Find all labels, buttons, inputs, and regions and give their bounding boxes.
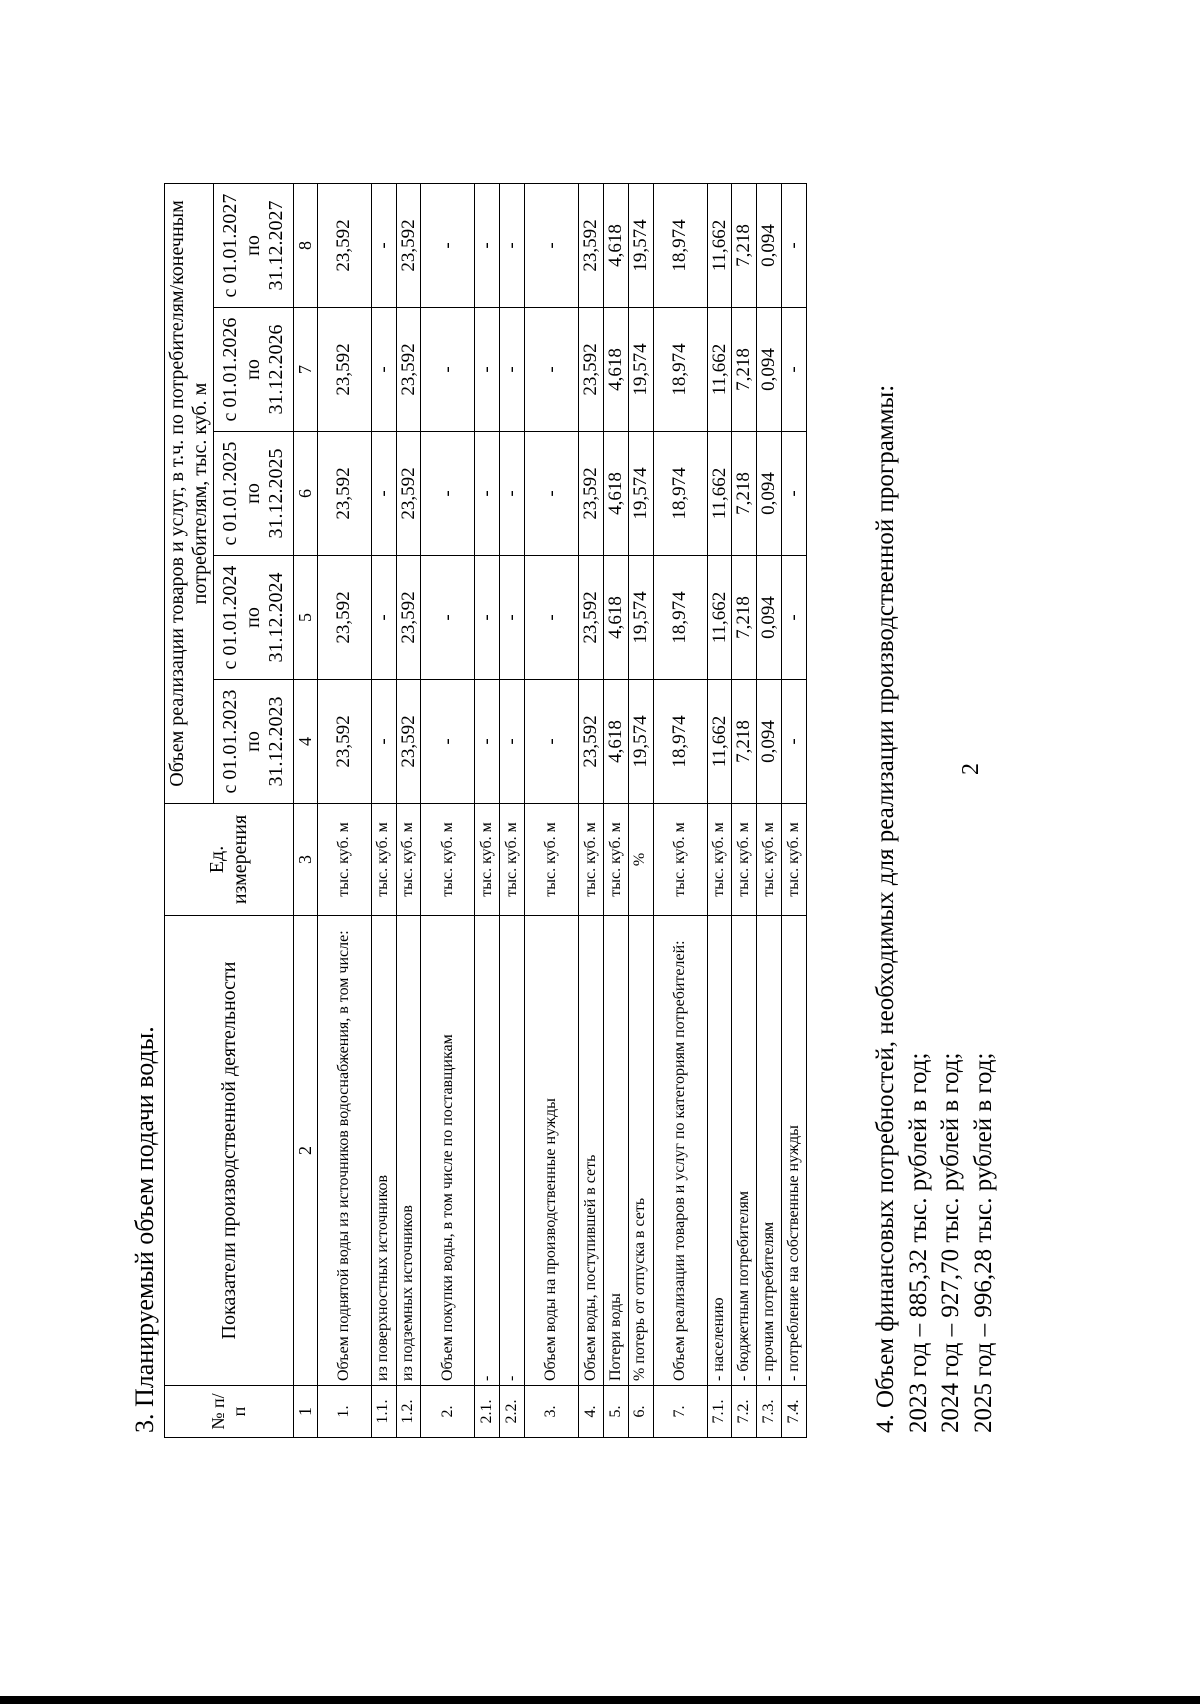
- row-value: 19,574: [628, 308, 653, 432]
- row-value: 11,662: [707, 680, 732, 804]
- row-value: -: [782, 680, 807, 804]
- row-value: -: [782, 556, 807, 680]
- row-value: -: [421, 184, 475, 308]
- row-value: 23,592: [579, 680, 604, 804]
- row-unit: тыс. куб. м: [603, 804, 628, 916]
- row-number: 2.2.: [500, 1386, 525, 1438]
- row-value: -: [525, 680, 579, 804]
- table-row: [653, 184, 707, 1438]
- row-value: -: [475, 308, 500, 432]
- row-value: 7,218: [732, 184, 757, 308]
- header-period: с 01.01.2024 по 31.12.2024: [214, 556, 294, 680]
- row-value: -: [525, 308, 579, 432]
- row-unit: тыс. куб. м: [707, 804, 732, 916]
- row-value: 23,592: [579, 184, 604, 308]
- row-number: 6.: [628, 1386, 653, 1438]
- header-unit: Ед. измерения: [165, 804, 294, 916]
- row-unit: тыс. куб. м: [500, 804, 525, 916]
- row-unit: тыс. куб. м: [396, 804, 421, 916]
- row-number: 2.: [421, 1386, 475, 1438]
- row-value: 23,592: [317, 432, 371, 556]
- row-value: 7,218: [732, 556, 757, 680]
- row-value: 19,574: [628, 680, 653, 804]
- row-number: 5.: [603, 1386, 628, 1438]
- rotated-page: [100, 55, 1100, 1515]
- row-indicator: Объем воды на производственные нужды: [525, 916, 579, 1386]
- row-unit: тыс. куб. м: [421, 804, 475, 916]
- table-row: [732, 184, 757, 1438]
- table-row: [396, 184, 421, 1438]
- row-value: -: [371, 680, 396, 804]
- row-value: 11,662: [707, 556, 732, 680]
- row-value: 18,974: [653, 184, 707, 308]
- row-indicator: из подземных источников: [396, 916, 421, 1386]
- row-value: -: [782, 432, 807, 556]
- row-unit: тыс. куб. м: [782, 804, 807, 916]
- row-value: 0,094: [757, 308, 782, 432]
- row-unit: тыс. куб. м: [475, 804, 500, 916]
- section-4: [870, 385, 1000, 1433]
- row-number: 1.1.: [371, 1386, 396, 1438]
- table-row: [317, 184, 371, 1438]
- row-number: 7.2.: [732, 1386, 757, 1438]
- table-row: [579, 184, 604, 1438]
- row-unit: тыс. куб. м: [653, 804, 707, 916]
- header-volume-group: Объем реализации товаров и услуг, в т.ч. по потребителям/конечным потребителям, тыс. куб. м: [165, 184, 214, 804]
- row-value: 18,974: [653, 432, 707, 556]
- row-number: 1.: [317, 1386, 371, 1438]
- row-value: 23,592: [396, 556, 421, 680]
- row-value: 0,094: [757, 184, 782, 308]
- row-indicator: Объем покупки воды, в том числе по поставщикам: [421, 916, 475, 1386]
- row-value: -: [500, 308, 525, 432]
- column-number: 1: [294, 1386, 318, 1438]
- header-indicator: Показатели производственной деятельности: [165, 916, 294, 1386]
- row-value: -: [371, 432, 396, 556]
- row-value: -: [475, 556, 500, 680]
- column-number: 7: [294, 308, 318, 432]
- row-unit: тыс. куб. м: [757, 804, 782, 916]
- table-row: [475, 184, 500, 1438]
- row-value: -: [782, 184, 807, 308]
- row-value: -: [782, 308, 807, 432]
- header-period: с 01.01.2027 по 31.12.2027: [214, 184, 294, 308]
- row-indicator: Потери воды: [603, 916, 628, 1386]
- table-row: [525, 184, 579, 1438]
- row-value: 19,574: [628, 184, 653, 308]
- row-value: 23,592: [317, 556, 371, 680]
- row-value: -: [500, 680, 525, 804]
- header-period: с 01.01.2026 по 31.12.2026: [214, 308, 294, 432]
- row-value: 11,662: [707, 308, 732, 432]
- row-unit: тыс. куб. м: [371, 804, 396, 916]
- row-indicator: - бюджетным потребителям: [732, 916, 757, 1386]
- row-value: -: [475, 184, 500, 308]
- page-number: 2: [958, 763, 984, 775]
- row-value: 23,592: [317, 308, 371, 432]
- column-number: 4: [294, 680, 318, 804]
- row-value: -: [371, 184, 396, 308]
- row-value: 4,618: [603, 184, 628, 308]
- row-number: 7.4.: [782, 1386, 807, 1438]
- row-value: -: [525, 432, 579, 556]
- row-indicator: из поверхностных источников: [371, 916, 396, 1386]
- row-value: 23,592: [579, 556, 604, 680]
- table-row: [500, 184, 525, 1438]
- row-number: 7.3.: [757, 1386, 782, 1438]
- row-indicator: - населению: [707, 916, 732, 1386]
- section-4-title: 4. Объем финансовых потребностей, необходимых для реализации производственной программы:: [872, 384, 899, 1433]
- row-value: -: [421, 308, 475, 432]
- row-value: 7,218: [732, 680, 757, 804]
- column-number: 2: [294, 916, 318, 1386]
- row-value: 23,592: [317, 680, 371, 804]
- row-indicator: - потребление на собственные нужды: [782, 916, 807, 1386]
- row-unit: %: [628, 804, 653, 916]
- finance-line-2025: 2025 год – 996,28 тыс. рублей в год;: [969, 1052, 997, 1433]
- table-row: [782, 184, 807, 1438]
- row-value: 23,592: [396, 432, 421, 556]
- row-value: 7,218: [732, 432, 757, 556]
- row-value: 4,618: [603, 432, 628, 556]
- row-value: -: [500, 432, 525, 556]
- finance-line-2023: 2023 год – 885,32 тыс. рублей в год;: [904, 1052, 932, 1433]
- header-period: с 01.01.2023 по 31.12.2023: [214, 680, 294, 804]
- row-value: 19,574: [628, 432, 653, 556]
- row-indicator: - прочим потребителям: [757, 916, 782, 1386]
- table-row: [421, 184, 475, 1438]
- row-value: 4,618: [603, 308, 628, 432]
- row-value: 11,662: [707, 432, 732, 556]
- row-value: -: [371, 556, 396, 680]
- header-period: с 01.01.2025 по 31.12.2025: [214, 432, 294, 556]
- table-row: [371, 184, 396, 1438]
- row-number: 1.2.: [396, 1386, 421, 1438]
- row-value: -: [421, 556, 475, 680]
- header-num: № п/п: [165, 1386, 294, 1438]
- row-indicator: -: [500, 916, 525, 1386]
- row-value: 7,218: [732, 308, 757, 432]
- row-value: -: [525, 556, 579, 680]
- row-value: -: [421, 432, 475, 556]
- row-value: -: [500, 556, 525, 680]
- column-number: 5: [294, 556, 318, 680]
- scan-edge: [0, 1696, 1200, 1704]
- row-value: 4,618: [603, 556, 628, 680]
- row-value: 18,974: [653, 556, 707, 680]
- table-body: [294, 184, 807, 1438]
- column-number-row: [294, 184, 318, 1438]
- row-value: -: [525, 184, 579, 308]
- row-indicator: Объем воды, поступившей в сеть: [579, 916, 604, 1386]
- column-number: 8: [294, 184, 318, 308]
- row-value: 23,592: [396, 680, 421, 804]
- row-value: 19,574: [628, 556, 653, 680]
- table-row: [603, 184, 628, 1438]
- finance-line-2024: 2024 год – 927,70 тыс. рублей в год;: [937, 1052, 964, 1433]
- row-value: 18,974: [653, 680, 707, 804]
- table-row: [757, 184, 782, 1438]
- row-value: 23,592: [579, 432, 604, 556]
- row-indicator: Объем поднятой воды из источников водоснабжения, в том числе:: [317, 916, 371, 1386]
- row-value: 23,592: [317, 184, 371, 308]
- section-3-title: 3. Планируемый объем подачи воды.: [130, 1026, 159, 1433]
- row-number: 2.1.: [475, 1386, 500, 1438]
- row-number: 7.1.: [707, 1386, 732, 1438]
- row-value: -: [500, 184, 525, 308]
- row-value: 0,094: [757, 556, 782, 680]
- row-value: 0,094: [757, 432, 782, 556]
- row-value: 0,094: [757, 680, 782, 804]
- row-number: 4.: [579, 1386, 604, 1438]
- row-value: 4,618: [603, 680, 628, 804]
- row-unit: тыс. куб. м: [317, 804, 371, 916]
- water-supply-table: [164, 183, 807, 1438]
- row-unit: тыс. куб. м: [579, 804, 604, 916]
- row-indicator: -: [475, 916, 500, 1386]
- row-value: 23,592: [396, 308, 421, 432]
- column-number: 3: [294, 804, 318, 916]
- row-value: 18,974: [653, 308, 707, 432]
- table-row: [707, 184, 732, 1438]
- row-value: -: [371, 308, 396, 432]
- row-unit: тыс. куб. м: [732, 804, 757, 916]
- row-value: 23,592: [579, 308, 604, 432]
- row-value: -: [421, 680, 475, 804]
- table-row: [628, 184, 653, 1438]
- row-value: 23,592: [396, 184, 421, 308]
- row-value: -: [475, 432, 500, 556]
- row-indicator: % потерь от отпуска в сеть: [628, 916, 653, 1386]
- row-indicator: Объем реализации товаров и услуг по категориям потребителей:: [653, 916, 707, 1386]
- row-number: 7.: [653, 1386, 707, 1438]
- column-number: 6: [294, 432, 318, 556]
- row-value: 11,662: [707, 184, 732, 308]
- row-unit: тыс. куб. м: [525, 804, 579, 916]
- row-value: -: [475, 680, 500, 804]
- row-number: 3.: [525, 1386, 579, 1438]
